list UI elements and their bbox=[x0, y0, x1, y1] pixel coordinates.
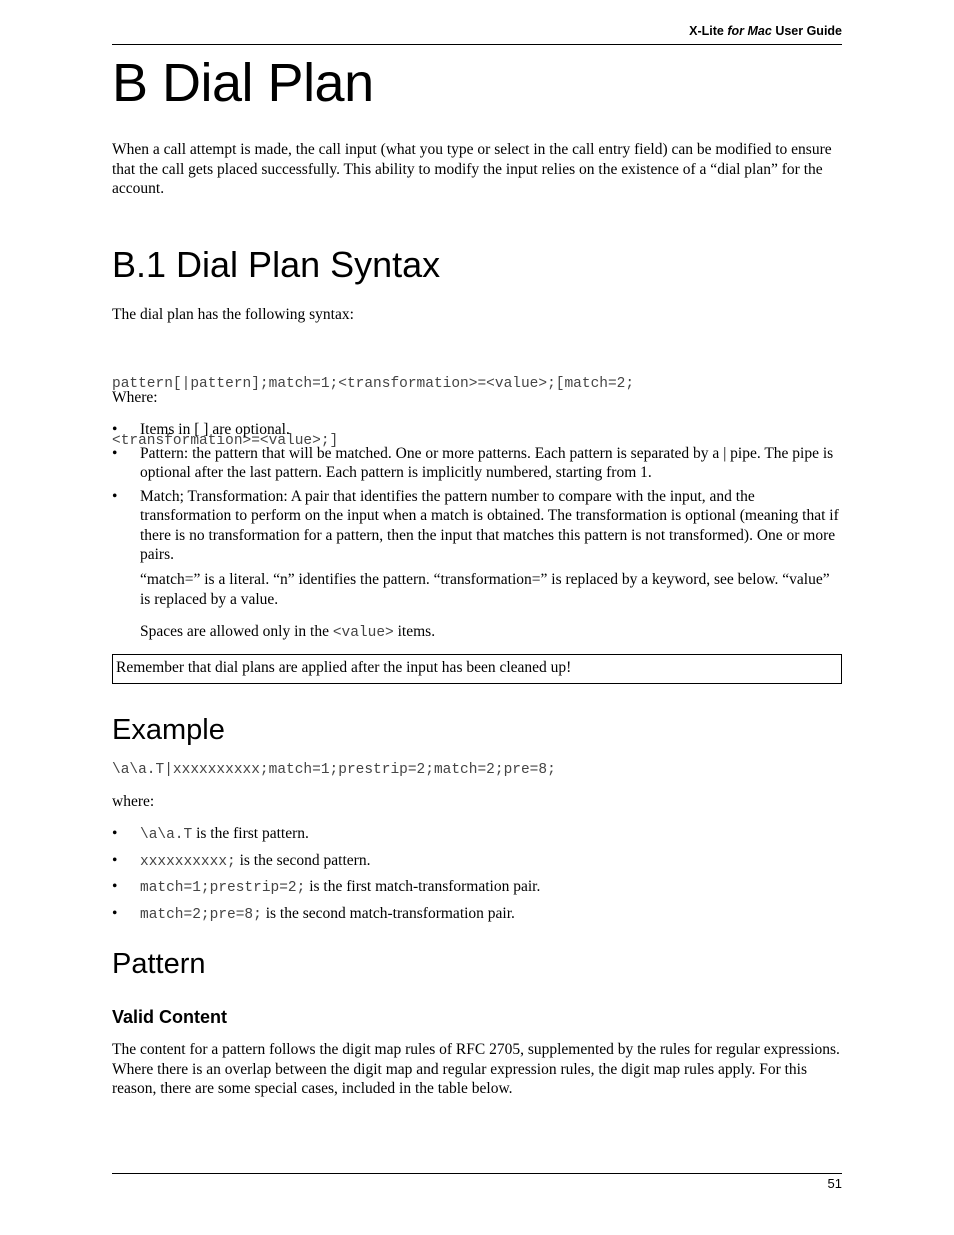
page-number: 51 bbox=[827, 1176, 842, 1191]
example-bullet-list bbox=[112, 824, 842, 925]
spaces-note-code: <value> bbox=[332, 625, 394, 641]
spaces-note bbox=[140, 622, 840, 644]
list-item bbox=[112, 904, 842, 926]
list-item bbox=[112, 851, 842, 873]
pattern-body: The content for a pattern follows the digit map rules of RFC 2705, supplemented by the rules for regular expressions. Where there is an overlap between the digit map and regular expression rules, the digit map rules apply. For this reason, there are some special cases, included in the table below. bbox=[112, 1041, 840, 1097]
subsection-title-valid-content: Valid Content bbox=[112, 1007, 228, 1027]
list-item-text: Items in [ ] are optional. bbox=[140, 421, 290, 438]
syntax-code-line-2: <transformation>=<value>;] bbox=[112, 433, 339, 449]
header-guide: User Guide bbox=[775, 24, 842, 38]
example-where: where: bbox=[112, 793, 155, 810]
list-item bbox=[112, 824, 842, 846]
syntax-where: Where: bbox=[112, 389, 158, 406]
running-header bbox=[689, 24, 842, 38]
syntax-code-line-1: pattern[|pattern];match=1;<transformation>=<value>;[match=2; bbox=[112, 376, 635, 392]
section-title-dial-plan-syntax: B.1 Dial Plan Syntax bbox=[112, 244, 441, 285]
bullet-marker: • bbox=[112, 825, 118, 842]
header-rule bbox=[112, 44, 842, 45]
list-item bbox=[112, 487, 842, 565]
bullet-marker: • bbox=[112, 851, 118, 869]
bullet-marker: • bbox=[112, 904, 118, 922]
document-page bbox=[112, 0, 842, 1235]
chapter-title: B Dial Plan bbox=[112, 53, 374, 113]
list-item bbox=[112, 444, 842, 483]
list-item-code: match=1;prestrip=2; bbox=[140, 880, 306, 896]
list-item-code: match=2;pre=8; bbox=[140, 906, 262, 923]
list-item bbox=[112, 877, 842, 899]
header-product: X-Lite bbox=[689, 24, 724, 38]
list-item-code: xxxxxxxxxx; bbox=[140, 853, 236, 870]
syntax-lead: The dial plan has the following syntax: bbox=[112, 306, 354, 323]
example-code: \a\a.T|xxxxxxxxxx;match=1;prestrip=2;match=2;pre=8; bbox=[112, 762, 556, 778]
section-title-example: Example bbox=[112, 714, 225, 746]
bullet-marker: • bbox=[112, 487, 118, 505]
list-item-text: Match; Transformation: A pair that identifies the pattern number to compare with the input, and the transformation to perform on the input when a match is obtained. The transformation is optional (meaning that if there is no transformation for a pattern, then the input that matches this pattern is not transformed). One or more pairs. bbox=[140, 487, 839, 563]
intro-paragraph: When a call attempt is made, the call input (what you type or select in the call entry field) can be modified to ensure that the call gets placed successfully. This ability to modify the input relies on the existence of a “dial plan” for the account. bbox=[112, 141, 832, 197]
list-item bbox=[112, 420, 842, 440]
spaces-note-post: items. bbox=[397, 623, 436, 640]
spaces-note-pre: Spaces are allowed only in the bbox=[140, 623, 329, 640]
bullet-marker: • bbox=[112, 444, 118, 462]
list-item-code: \a\a.T bbox=[140, 827, 193, 843]
note-box bbox=[112, 654, 842, 684]
list-item-text: is the first match-transformation pair. bbox=[309, 878, 541, 895]
list-item-text: is the second pattern. bbox=[239, 851, 371, 869]
list-item-text: is the first pattern. bbox=[196, 825, 309, 842]
bullet-marker: • bbox=[112, 878, 118, 895]
footer-rule bbox=[112, 1173, 842, 1174]
list-item-text: Pattern: the pattern that will be matched. One or more patterns. Each pattern is separated by a | pipe. The pipe is optional after the last pattern. Each pattern is implicitly numbered, starting from 1. bbox=[140, 444, 834, 481]
syntax-bullet-list bbox=[112, 420, 842, 565]
header-for-mac: for Mac bbox=[727, 24, 772, 38]
note-text: Remember that dial plans are applied after the input has been cleaned up! bbox=[116, 659, 572, 676]
bullet-marker: • bbox=[112, 421, 118, 438]
section-title-pattern: Pattern bbox=[112, 948, 206, 980]
list-item-text: is the second match-transformation pair. bbox=[265, 904, 515, 922]
match-note: “match=” is a literal. “n” identifies the pattern. “transformation=” is replaced by a keyword, see below. “value” is replaced by a value. bbox=[140, 571, 830, 608]
